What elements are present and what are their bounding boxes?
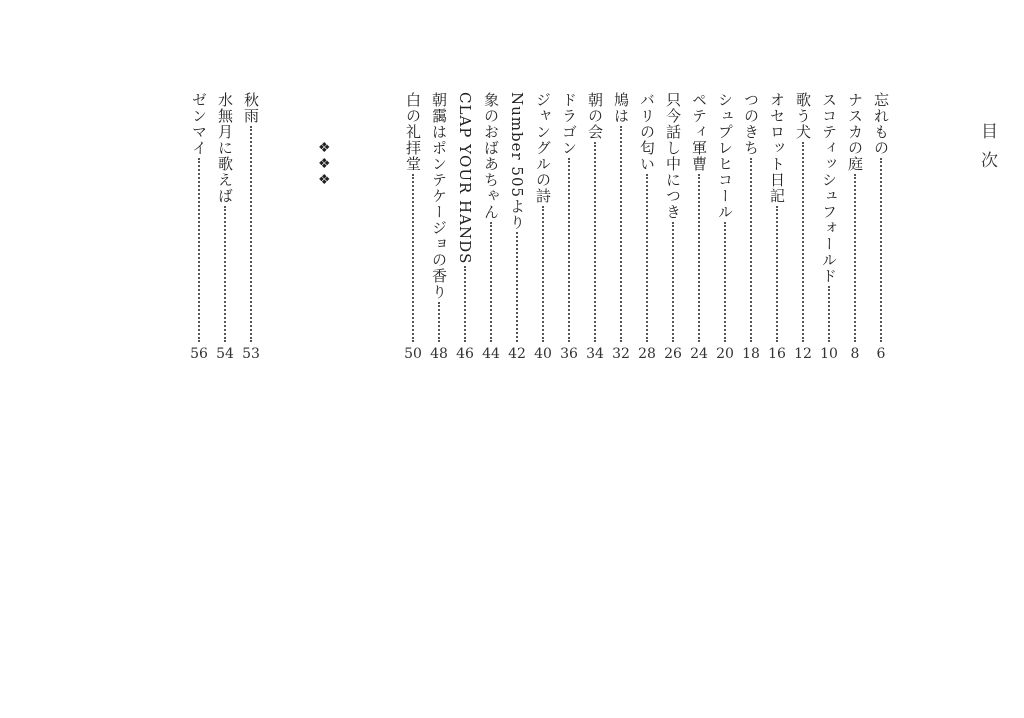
toc-entry-page: 34 (586, 346, 604, 362)
leader-dots (490, 222, 492, 342)
toc-entry-title: シュプレヒコール (716, 92, 734, 220)
ornament-icon: ❖ (318, 140, 331, 156)
ornament-icon: ❖ (318, 172, 331, 188)
toc-entry-title: ゼンマイ (190, 92, 208, 156)
toc-entry-page: 36 (560, 346, 578, 362)
toc-entry-title: 忘れもの (872, 92, 890, 156)
leader-dots (542, 206, 544, 342)
toc-entry-page: 10 (820, 346, 838, 362)
leader-dots (594, 142, 596, 342)
toc-entry[interactable] (240, 92, 262, 362)
toc-entry-title: 水無月に歌えば (216, 92, 234, 204)
toc-entry-title: スコティッシュフォールド (820, 92, 838, 284)
leader-dots (854, 174, 856, 342)
toc-entry[interactable] (870, 92, 892, 362)
section-divider-ornament (318, 140, 331, 188)
toc-entry-title: ペティ軍曹 (690, 92, 708, 172)
leader-dots (464, 266, 466, 342)
toc-entry-page: 6 (876, 346, 886, 362)
leader-dots (672, 222, 674, 342)
toc-entry-page: 42 (508, 346, 526, 362)
toc-entry-page: 24 (690, 346, 708, 362)
leader-dots (802, 142, 804, 342)
toc-entry[interactable] (402, 92, 424, 362)
toc-entry-title: つのきち (742, 92, 760, 156)
leader-dots (412, 174, 414, 342)
toc-entry-title: 只今話し中につき (664, 92, 682, 220)
leader-dots (224, 206, 226, 342)
toc-entry-page: 8 (850, 346, 860, 362)
toc-entry-page: 48 (430, 346, 448, 362)
toc-entry-title: 鳩は (612, 92, 630, 124)
leader-dots (516, 232, 518, 342)
leader-dots (438, 302, 440, 342)
toc-entry-page: 44 (482, 346, 500, 362)
toc-entry-page: 40 (534, 346, 552, 362)
toc-entry[interactable] (454, 92, 476, 362)
toc-entry[interactable] (662, 92, 684, 362)
toc-entry[interactable] (558, 92, 580, 362)
toc-entry[interactable] (480, 92, 502, 362)
toc-entry-title: 朝の会 (586, 92, 604, 140)
toc-entry[interactable] (844, 92, 866, 362)
toc-entry-title: 白の礼拝堂 (404, 92, 422, 172)
leader-dots (698, 174, 700, 342)
toc-entry[interactable] (532, 92, 554, 362)
toc-entry-page: 50 (404, 346, 422, 362)
leader-dots (568, 158, 570, 342)
leader-dots (620, 126, 622, 342)
toc-entry-title: Number 505より (508, 92, 526, 231)
toc-heading: 目次 (977, 122, 997, 180)
leader-dots (724, 222, 726, 342)
toc-entry[interactable] (188, 92, 210, 362)
toc-entry-page: 54 (216, 346, 234, 362)
toc-entry-title: 象のおばあちゃん (482, 92, 500, 220)
toc-entry-title: ナスカの庭 (846, 92, 864, 172)
toc-entry[interactable] (506, 92, 528, 362)
toc-entry[interactable] (688, 92, 710, 362)
toc-entry-page: 16 (768, 346, 786, 362)
toc-entry[interactable] (740, 92, 762, 362)
toc-entry[interactable] (428, 92, 450, 362)
toc-entry[interactable] (792, 92, 814, 362)
toc-entry-page: 20 (716, 346, 734, 362)
toc-entry[interactable] (714, 92, 736, 362)
leader-dots (828, 286, 830, 342)
toc-entry-page: 53 (242, 346, 260, 362)
leader-dots (776, 206, 778, 342)
toc-entry[interactable] (766, 92, 788, 362)
toc-entry-page: 28 (638, 346, 656, 362)
toc-entry-title: 歌う犬 (794, 92, 812, 140)
leader-dots (250, 126, 252, 342)
toc-entry-title: オセロット日記 (768, 92, 786, 204)
toc-entry-page: 56 (190, 346, 208, 362)
leader-dots (880, 158, 882, 342)
toc-entry[interactable] (818, 92, 840, 362)
toc-entry[interactable] (636, 92, 658, 362)
toc-entry-page: 32 (612, 346, 630, 362)
ornament-icon: ❖ (318, 156, 331, 172)
toc-entry-title: ジャングルの詩 (534, 92, 552, 204)
toc-entry[interactable] (584, 92, 606, 362)
toc-entry[interactable] (610, 92, 632, 362)
toc-entry-title: 朝靄はポンテケージョの香り (430, 92, 448, 300)
toc-entry-title: ドラゴン (560, 92, 578, 156)
leader-dots (646, 174, 648, 342)
toc-entry-page: 26 (664, 346, 682, 362)
toc-entry[interactable] (214, 92, 236, 362)
toc-entry-page: 12 (794, 346, 812, 362)
toc-entry-page: 46 (456, 346, 474, 362)
toc-entry-title: 秋雨 (242, 92, 260, 124)
leader-dots (198, 158, 200, 342)
toc-entry-page: 18 (742, 346, 760, 362)
toc-entry-title: バリの匂い (638, 92, 656, 172)
toc-entry-title: CLAP YOUR HANDS (456, 92, 474, 265)
leader-dots (750, 158, 752, 342)
